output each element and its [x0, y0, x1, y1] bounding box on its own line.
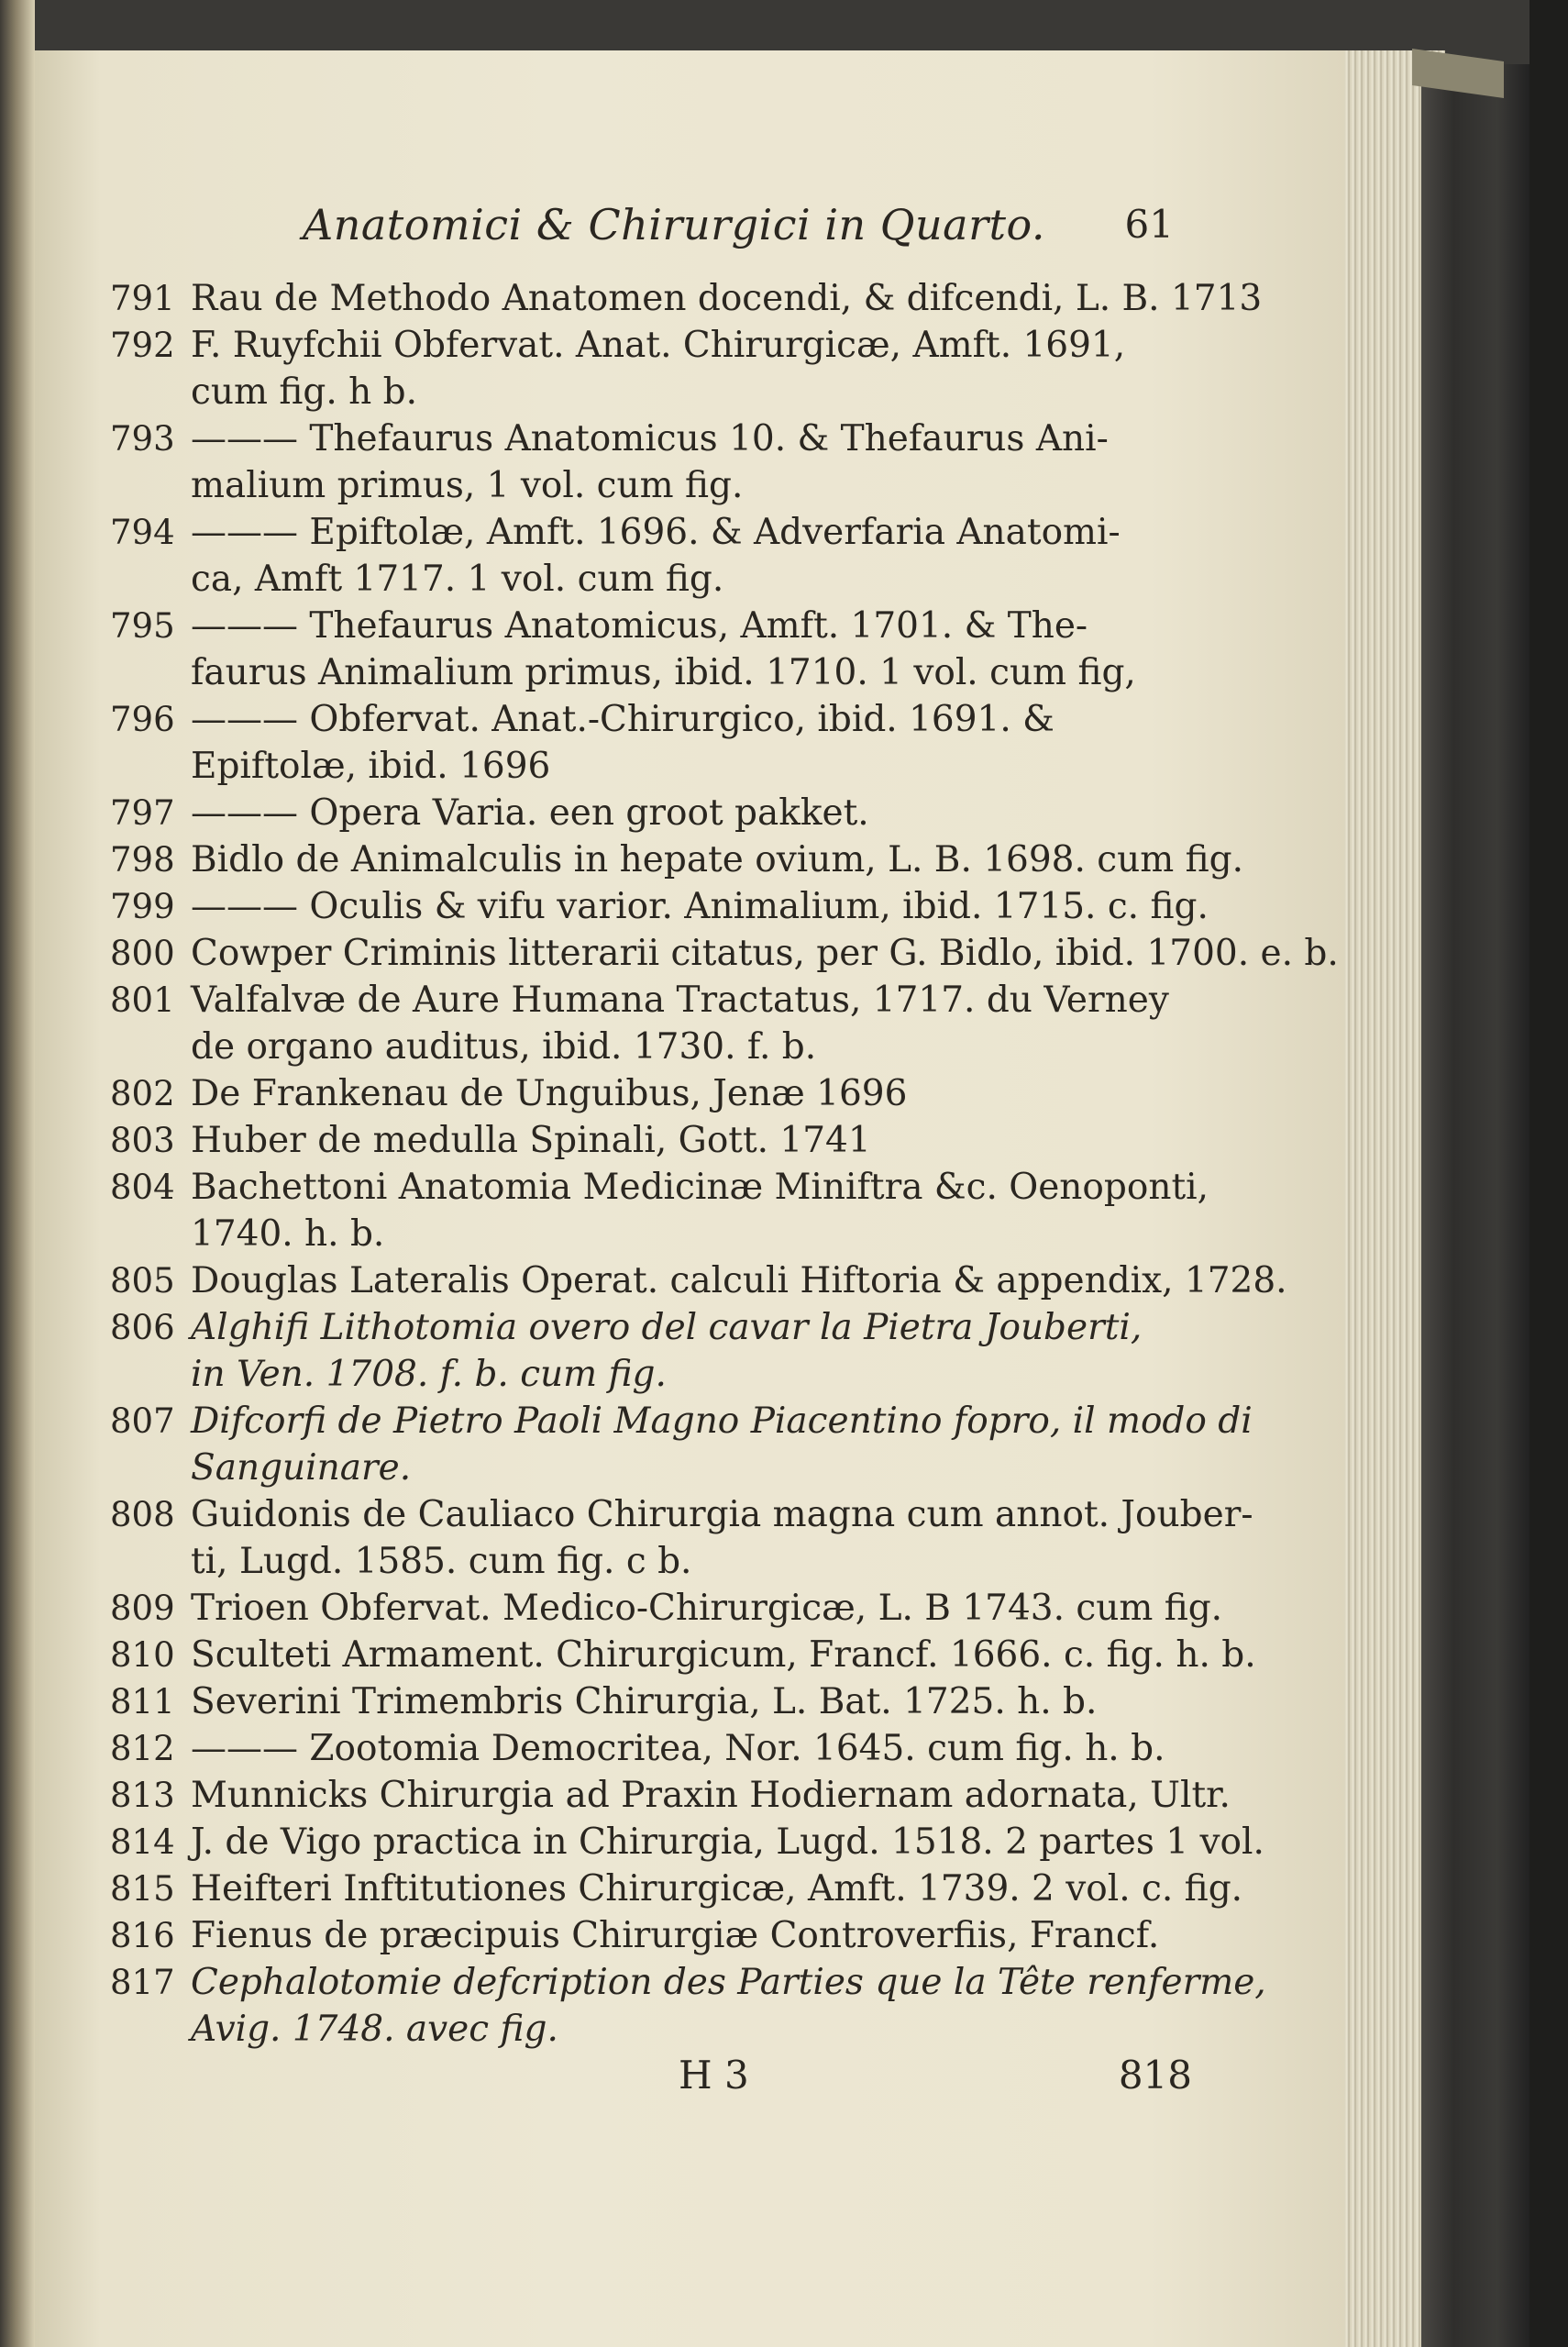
entry-text: Rau de Methodo Anatomen docendi, & difcendi, L. B. 1713: [191, 278, 1263, 319]
catalogue-entry: [110, 1585, 1223, 1632]
entry-text: ——— Epiftolæ, Amft. 1696. & Adverfaria Anatomi-: [191, 512, 1121, 553]
entry-first-line: [110, 1398, 1253, 1445]
entry-text: ti, Lugd. 1585. cum fig. c b.: [191, 1541, 692, 1582]
entry-number: 810: [110, 1635, 175, 1675]
entry-first-line: [110, 1819, 1264, 1865]
entry-continuation-line: [110, 743, 1192, 790]
catalogue-entry: [110, 1725, 1192, 1772]
entry-continuation-line: [110, 2006, 1192, 2053]
entry-number: 816: [110, 1916, 175, 1955]
entry-text: Heifteri Inftitutiones Chirurgicæ, Amft. 1739. 2 vol. c. fig.: [191, 1868, 1243, 1910]
catalogue-entries: [110, 275, 1339, 2053]
entry-first-line: [110, 1304, 1192, 1351]
entry-text: ——— Obfervat. Anat.-Chirurgico, ibid. 1691. &: [191, 699, 1055, 740]
entry-first-line: [110, 1959, 1266, 2006]
entry-text: Difcorfi de Pietro Paoli Magno Piacentino fopro, il modo di: [191, 1400, 1253, 1442]
entry-first-line: [110, 1865, 1243, 1912]
entry-first-line: [110, 790, 1192, 836]
catalogue-entry: [110, 1772, 1231, 1819]
entry-text: 1740. h. b.: [191, 1213, 385, 1255]
catalogue-entry: [110, 415, 1192, 509]
book-binding-left: [0, 0, 35, 2347]
entry-text: De Frankenau de Unguibus, Jenæ 1696: [191, 1073, 908, 1114]
entry-number: 815: [110, 1869, 175, 1909]
entry-number: 796: [110, 700, 175, 739]
background-right: [1529, 0, 1568, 2347]
entry-text: F. Ruyfchii Obfervat. Anat. Chirurgicæ, Amft. 1691,: [191, 325, 1126, 366]
catalogue-entry: [110, 603, 1192, 696]
entry-first-line: [110, 415, 1192, 462]
page-number: 61: [1124, 202, 1174, 247]
catchword: 818: [1118, 2053, 1192, 2098]
entry-text: Sanguinare.: [191, 1447, 412, 1489]
entry-text: Epiftolæ, ibid. 1696: [191, 746, 551, 787]
entry-number: 801: [110, 980, 175, 1020]
entry-text: Bachettoni Anatomia Medicinæ Miniftra &c. Oenoponti,: [191, 1167, 1209, 1208]
entry-text: J. de Vigo practica in Chirurgia, Lugd. 1518. 2 partes 1 vol.: [191, 1821, 1264, 1863]
catalogue-entry: [110, 977, 1192, 1070]
catalogue-entry: [110, 1398, 1253, 1491]
entry-text: malium primus, 1 vol. cum fig.: [191, 465, 744, 506]
entry-text: Douglas Lateralis Operat. calculi Hiftoria & appendix, 1728.: [191, 1260, 1287, 1301]
catalogue-entry: [110, 790, 1192, 836]
entry-first-line: [110, 883, 1209, 930]
entry-text: Alghifi Lithotomia overo del cavar la Pietra Jouberti,: [191, 1307, 1143, 1348]
entry-number: 804: [110, 1168, 175, 1207]
entry-text: ——— Oculis & vifu varior. Animalium, ibid. 1715. c. fig.: [191, 886, 1209, 927]
entry-number: 806: [110, 1308, 175, 1347]
entry-number: 792: [110, 326, 175, 365]
entry-text: Munnicks Chirurgia ad Praxin Hodiernam adornata, Ultr.: [191, 1775, 1231, 1816]
catalogue-entry: [110, 1117, 1192, 1164]
entry-first-line: [110, 1912, 1192, 1959]
catalogue-entry: [110, 1257, 1287, 1304]
entry-first-line: [110, 603, 1192, 649]
catalogue-entry: [110, 1164, 1209, 1257]
entry-continuation-line: [110, 369, 1192, 415]
entry-first-line: [110, 1772, 1231, 1819]
entry-continuation-line: [110, 1211, 1192, 1257]
catalogue-entry: [110, 1959, 1266, 2053]
catalogue-entry: [110, 322, 1192, 415]
entry-continuation-line: [110, 462, 1192, 509]
entry-number: 798: [110, 840, 175, 880]
entry-text: Bidlo de Animalculis in hepate ovium, L. B. 1698. cum fig.: [191, 839, 1244, 880]
entry-text: ca, Amft 1717. 1 vol. cum fig.: [191, 559, 724, 600]
catalogue-entry: [110, 930, 1339, 977]
entry-first-line: [110, 696, 1192, 743]
entry-text: Cowper Criminis litterarii citatus, per G. Bidlo, ibid. 1700. e. b.: [191, 933, 1339, 974]
entry-number: 809: [110, 1589, 175, 1628]
entry-text: Avig. 1748. avec fig.: [191, 2009, 558, 2050]
entry-text: ——— Thefaurus Anatomicus 10. & Thefaurus Ani-: [191, 418, 1109, 459]
catalogue-entry: [110, 883, 1209, 930]
entry-number: 802: [110, 1074, 175, 1113]
entry-first-line: [110, 930, 1339, 977]
entry-first-line: [110, 1491, 1253, 1538]
entry-text: Huber de medulla Spinali, Gott. 1741: [191, 1120, 871, 1161]
catalogue-entry: [110, 1865, 1243, 1912]
entry-text: in Ven. 1708. f. b. cum fig.: [191, 1354, 667, 1395]
entry-number: 795: [110, 606, 175, 646]
entry-text: Trioen Obfervat. Medico-Chirurgicæ, L. B 1743. cum fig.: [191, 1588, 1223, 1629]
entry-text: Severini Trimembris Chirurgia, L. Bat. 1725. h. b.: [191, 1681, 1098, 1722]
entry-number: 797: [110, 793, 175, 833]
entry-text: Sculteti Armament. Chirurgicum, Francf. 1666. c. fig. h. b.: [191, 1634, 1256, 1676]
entry-text: ——— Zootomia Democritea, Nor. 1645. cum fig. h. b.: [191, 1728, 1165, 1769]
entry-number: 791: [110, 279, 175, 318]
entry-number: 793: [110, 419, 175, 459]
entry-number: 803: [110, 1121, 175, 1160]
book-cover-right: [1421, 64, 1529, 2347]
entry-first-line: [110, 1117, 1192, 1164]
catalogue-entry: [110, 1678, 1192, 1725]
catalogue-entry: [110, 1912, 1192, 1959]
entry-text: Cephalotomie defcription des Parties que la Tête renferme,: [191, 1962, 1266, 2003]
entry-number: 808: [110, 1495, 175, 1534]
entry-number: 800: [110, 934, 175, 973]
catalogue-entry: [110, 275, 1263, 322]
entry-text: Guidonis de Cauliaco Chirurgia magna cum annot. Jouber-: [191, 1494, 1253, 1535]
catalogue-entry: [110, 1304, 1192, 1398]
catalogue-entry: [110, 509, 1192, 603]
entry-number: 807: [110, 1401, 175, 1441]
entry-continuation-line: [110, 1445, 1192, 1491]
catalogue-entry: [110, 696, 1192, 790]
entry-number: 805: [110, 1261, 175, 1301]
entry-number: 812: [110, 1729, 175, 1768]
entry-continuation-line: [110, 1351, 1192, 1398]
page-footer: [679, 2053, 1192, 2108]
entry-first-line: [110, 836, 1244, 883]
entry-first-line: [110, 1632, 1256, 1678]
signature-mark: H 3: [679, 2053, 749, 2098]
catalogue-entry: [110, 1632, 1256, 1678]
entry-first-line: [110, 1164, 1209, 1211]
entry-continuation-line: [110, 1024, 1192, 1070]
entry-text: de organo auditus, ibid. 1730. f. b.: [191, 1026, 817, 1068]
entry-number: 813: [110, 1776, 175, 1815]
entry-continuation-line: [110, 556, 1192, 603]
catalogue-entry: [110, 1070, 1192, 1117]
entry-first-line: [110, 509, 1192, 556]
catalogue-entry: [110, 1819, 1264, 1865]
entry-continuation-line: [110, 649, 1192, 696]
entry-first-line: [110, 1678, 1192, 1725]
catalogue-entry: [110, 836, 1244, 883]
entry-number: 811: [110, 1682, 175, 1722]
entry-text: Fienus de præcipuis Chirurgiæ Controverfiis, Francf.: [191, 1915, 1160, 1956]
running-title: Anatomici & Chirurgici in Quarto.: [303, 200, 1046, 249]
entry-text: ——— Thefaurus Anatomicus, Amft. 1701. & The-: [191, 605, 1088, 647]
entry-number: 814: [110, 1822, 175, 1862]
entry-first-line: [110, 1585, 1223, 1632]
entry-first-line: [110, 275, 1263, 322]
entry-text: Valfalvæ de Aure Humana Tractatus, 1717. du Verney: [191, 980, 1169, 1021]
entry-text: cum fig. h b.: [191, 371, 417, 413]
entry-number: 817: [110, 1963, 175, 2002]
entry-text: ——— Opera Varia. een groot pakket.: [191, 792, 869, 834]
page-header: [303, 200, 1174, 259]
entry-first-line: [110, 977, 1192, 1024]
entry-first-line: [110, 1070, 1192, 1117]
entry-first-line: [110, 322, 1192, 369]
entry-first-line: [110, 1725, 1192, 1772]
entry-number: 799: [110, 887, 175, 926]
catalogue-entry: [110, 1491, 1253, 1585]
entry-number: 794: [110, 513, 175, 552]
entry-text: faurus Animalium primus, ibid. 1710. 1 vol. cum fig,: [191, 652, 1136, 693]
entry-continuation-line: [110, 1538, 1192, 1585]
entry-first-line: [110, 1257, 1287, 1304]
